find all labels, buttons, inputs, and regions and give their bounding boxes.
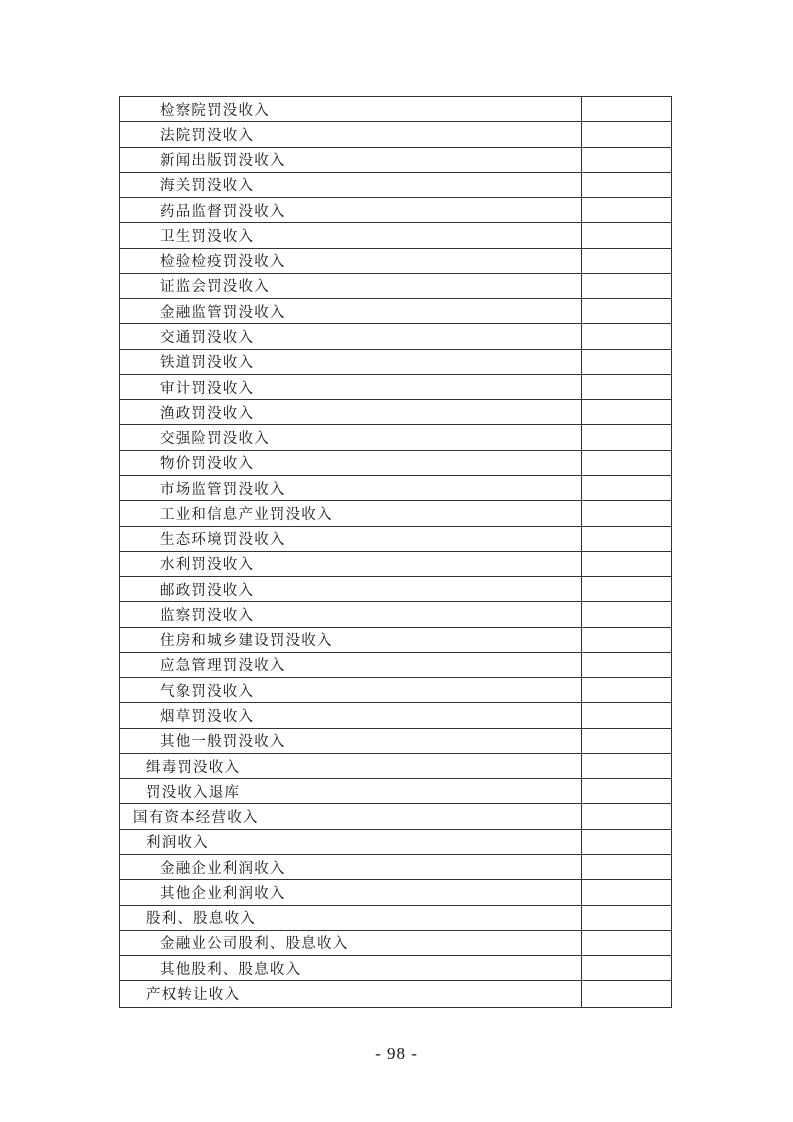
row-value-cell	[581, 223, 671, 247]
row-label: 金融业公司股利、股息收入	[160, 936, 349, 953]
row-label: 交强险罚没收入	[160, 431, 270, 448]
row-value-cell	[581, 451, 671, 475]
table-row	[120, 249, 671, 274]
row-value-cell	[581, 602, 671, 626]
row-value-cell	[581, 476, 671, 500]
table-row	[120, 628, 671, 653]
table-row	[120, 830, 671, 855]
row-label: 物价罚没收入	[160, 456, 255, 473]
row-value-cell	[581, 779, 671, 803]
table-row	[120, 375, 671, 400]
table-row	[120, 754, 671, 779]
table-row	[120, 527, 671, 552]
row-value-cell	[581, 97, 671, 121]
row-label: 邮政罚没收入	[160, 582, 255, 599]
row-value-cell	[581, 299, 671, 323]
row-label: 渔政罚没收入	[160, 405, 255, 422]
row-value-cell	[581, 249, 671, 273]
row-value-cell	[581, 425, 671, 449]
row-value-cell	[581, 198, 671, 222]
table-row	[120, 451, 671, 476]
table-row	[120, 577, 671, 602]
row-value-cell	[581, 173, 671, 197]
table-row	[120, 552, 671, 577]
table-row	[120, 653, 671, 678]
row-value-cell	[581, 754, 671, 778]
table-row	[120, 122, 671, 147]
row-value-cell	[581, 501, 671, 525]
row-label: 应急管理罚没收入	[160, 658, 286, 675]
row-value-cell	[581, 552, 671, 576]
row-value-cell	[581, 653, 671, 677]
row-value-cell	[581, 628, 671, 652]
row-label: 卫生罚没收入	[160, 228, 255, 245]
row-label: 工业和信息产业罚没收入	[160, 506, 333, 523]
table-row	[120, 476, 671, 501]
table-row	[120, 729, 671, 754]
table-row	[120, 400, 671, 425]
row-value-cell	[581, 375, 671, 399]
page-number: - 98 -	[375, 1044, 418, 1063]
table-row	[120, 148, 671, 173]
table-row	[120, 350, 671, 375]
table-row	[120, 299, 671, 324]
row-label: 监察罚没收入	[160, 607, 255, 624]
row-value-cell	[581, 931, 671, 955]
table-row	[120, 274, 671, 299]
table-row	[120, 880, 671, 905]
row-value-cell	[581, 148, 671, 172]
row-label: 证监会罚没收入	[160, 279, 270, 296]
row-value-cell	[581, 703, 671, 727]
row-label: 海关罚没收入	[160, 178, 255, 195]
table-row	[120, 981, 671, 1006]
table-row	[120, 223, 671, 248]
row-value-cell	[581, 729, 671, 753]
row-value-cell	[581, 122, 671, 146]
row-label: 股利、股息收入	[146, 911, 256, 928]
table-row	[120, 678, 671, 703]
row-label: 水利罚没收入	[160, 557, 255, 574]
row-value-cell	[581, 527, 671, 551]
table-row	[120, 804, 671, 829]
table-row	[120, 173, 671, 198]
row-label: 缉毒罚没收入	[146, 759, 241, 776]
row-value-cell	[581, 274, 671, 298]
row-label: 利润收入	[146, 835, 209, 852]
table-row	[120, 855, 671, 880]
row-label: 气象罚没收入	[160, 683, 255, 700]
row-value-cell	[581, 350, 671, 374]
row-value-cell	[581, 324, 671, 348]
row-label: 检验检疫罚没收入	[160, 254, 286, 271]
table-row	[120, 956, 671, 981]
row-value-cell	[581, 678, 671, 702]
row-label: 烟草罚没收入	[160, 709, 255, 725]
row-label: 审计罚没收入	[160, 380, 255, 397]
row-label: 其他股利、股息收入	[160, 961, 302, 978]
row-value-cell	[581, 981, 671, 1006]
row-label: 金融监管罚没收入	[160, 304, 286, 321]
table-row	[120, 906, 671, 931]
row-label: 其他企业利润收入	[160, 885, 286, 902]
table-row	[120, 198, 671, 223]
row-label: 交通罚没收入	[160, 330, 255, 347]
row-label: 金融企业利润收入	[160, 860, 286, 877]
revenue-table	[119, 96, 672, 1008]
row-value-cell	[581, 400, 671, 424]
row-label: 检察院罚没收入	[160, 102, 270, 119]
table-row	[120, 703, 671, 728]
row-label: 药品监督罚没收入	[160, 203, 286, 220]
row-label: 市场监管罚没收入	[160, 481, 286, 498]
table-row	[120, 501, 671, 526]
row-label: 住房和城乡建设罚没收入	[160, 633, 333, 650]
row-value-cell	[581, 804, 671, 828]
row-value-cell	[581, 906, 671, 930]
row-label: 其他一般罚没收入	[160, 734, 286, 751]
row-value-cell	[581, 855, 671, 879]
row-label: 罚没收入退库	[146, 784, 241, 801]
table-row	[120, 324, 671, 349]
row-label: 铁道罚没收入	[160, 355, 255, 372]
row-value-cell	[581, 956, 671, 980]
row-label: 生态环境罚没收入	[160, 532, 286, 549]
row-value-cell	[581, 830, 671, 854]
row-value-cell	[581, 880, 671, 904]
row-label: 法院罚没收入	[160, 127, 255, 144]
table-row	[120, 931, 671, 956]
row-label: 国有资本经营收入	[133, 810, 259, 827]
row-value-cell	[581, 577, 671, 601]
table-row	[120, 97, 671, 122]
table-row	[120, 602, 671, 627]
table-row	[120, 779, 671, 804]
table-row	[120, 425, 671, 450]
row-label: 新闻出版罚没收入	[160, 153, 286, 170]
row-label: 产权转让收入	[146, 987, 241, 1004]
